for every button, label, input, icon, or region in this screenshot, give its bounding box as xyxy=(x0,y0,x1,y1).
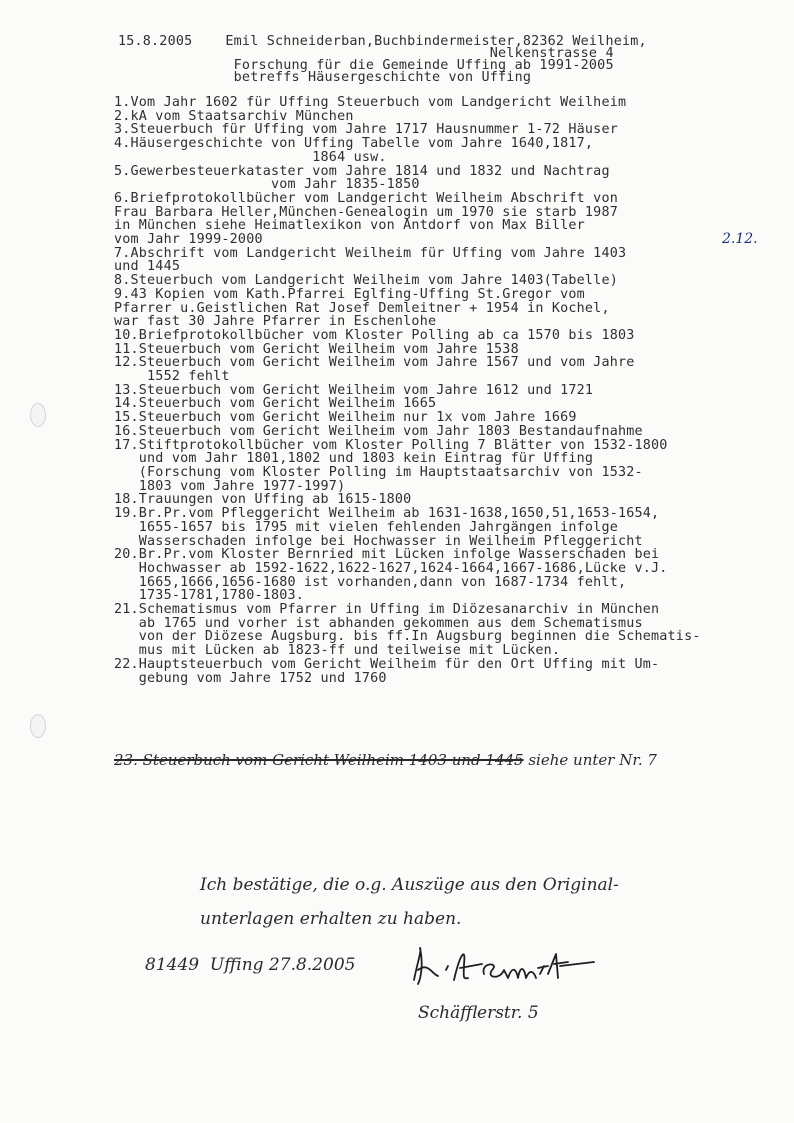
research-item-list: 1.Vom Jahr 1602 für Uffing Steuerbuch vom Landgericht Weilheim 2.kA vom Staatsarchiv München 3.Steuerbuch für Uffing vom Jahre 1717 Hausnummer 1-72 Häuser 4.Häusergeschichte von Uffing Tabelle vom Jahre 1640,1817, 1864 usw. 5.Gewerbesteuerkataster vom Jahre 1814 und 1832 und Nachtrag vom Jahr 1835-1850 6.Briefprotokollbücher vom Landgericht Weilheim Abschrift von Frau Barbara Heller,München-Genealogin um 1970 sie starb 1987 in München siehe Heimatlexikon von Antdorf von Max Biller vom Jahr 1999-2000 7.Abschrift vom Landgericht Weilheim für Uffing vom Jahre 1403 und 1445 8.Steuerbuch vom Landgericht Weilheim vom Jahre 1403(Tabelle) 9.43 Kopien vom Kath.Pfarrei Eglfing-Uffing St.Gregor vom Pfarrer u.Geistlichen Rat Josef Demleitner + 1954 in Kochel, war fast 30 Jahre Pfarrer in Eschenlohe 10.Briefprotokollbücher vom Kloster Polling ab ca 1570 bis 1803 11.Steuerbuch vom Gericht Weilheim vom Jahre 1538 12.Steuerbuch vom Gericht Weilheim vom Jahre 1567 und vom Jahre 1552 fehlt 13.Steuerbuch vom Gericht Weilheim vom Jahre 1612 und 1721 14.Steuerbuch vom Gericht Weilheim 1665 15.Steuerbuch vom Gericht Weilheim nur 1x vom Jahre 1669 16.Steuerbuch vom Gericht Weilheim vom Jahr 1803 Bestandaufnahme 17.Stiftprotokollbücher vom Kloster Polling 7 Blätter von 1532-1800 und vom Jahr 1801,1802 und 1803 kein Eintrag für Uffing (Forschung vom Kloster Polling im Hauptstaatsarchiv von 1532- 1803 vom Jahre 1977-1997) 18.Trauungen von Uffing ab 1615-1800 19.Br.Pr.vom Pfleggericht Weilheim ab 1631-1638,1650,51,1653-1654, 1655-1657 bis 1795 mit vielen fehlenden Jahrgängen infolge Wasserschaden infolge bei Hochwasser in Weilheim Pfleggericht 20.Br.Pr.vom Kloster Bernried mit Lücken infolge Wasserschaden bei Hochwasser ab 1592-1622,1622-1627,1624-1664,1667-1686,Lücke v.J. 1665,1666,1656-1680 ist vorhanden,dann von 1687-1734 fehlt, 1735-1781,1780-1803. 21.Schematismus vom Pfarrer in Uffing im Diözesanarchiv in München ab 1765 und vorher ist abhanden gekommen aus dem Schematismus von der Diözese Augsburg. bis ff.In Augsburg beginnen die Schematis- mus mit Lücken ab 1823-ff und teilweise mit Lücken. 22.Hauptsteuerbuch vom Gericht Weilheim für den Ort Uffing mit Um- gebung vom Jahre 1752 und 1760 xyxy=(114,95,701,686)
struck-item-23-text: 23. Steuerbuch vom Gericht Weilheim 1403 und 1445 xyxy=(114,751,524,769)
handwritten-signature xyxy=(408,940,598,1000)
struck-item-23 xyxy=(114,751,657,769)
punch-hole xyxy=(30,403,46,427)
letter-header: 15.8.2005 Emil Schneiderban,Buchbindermeister,82362 Weilheim, Nelkenstrasse 4 Forschung für die Gemeinde Uffing ab 1991-2005 betreffs Häusergeschichte von Uffing xyxy=(118,34,647,85)
handwritten-confirmation: Ich bestätige, die o.g. Auszüge aus den Original- unterlagen erhalten zu haben. xyxy=(200,875,619,929)
handwritten-place-date: 81449 Uffing 27.8.2005 xyxy=(145,955,356,975)
handwritten-death-date: 2.12. xyxy=(722,231,758,247)
punch-hole xyxy=(30,714,46,738)
struck-item-23-note: siehe unter Nr. 7 xyxy=(523,751,657,769)
handwritten-street-address: Schäfflerstr. 5 xyxy=(418,1003,539,1023)
